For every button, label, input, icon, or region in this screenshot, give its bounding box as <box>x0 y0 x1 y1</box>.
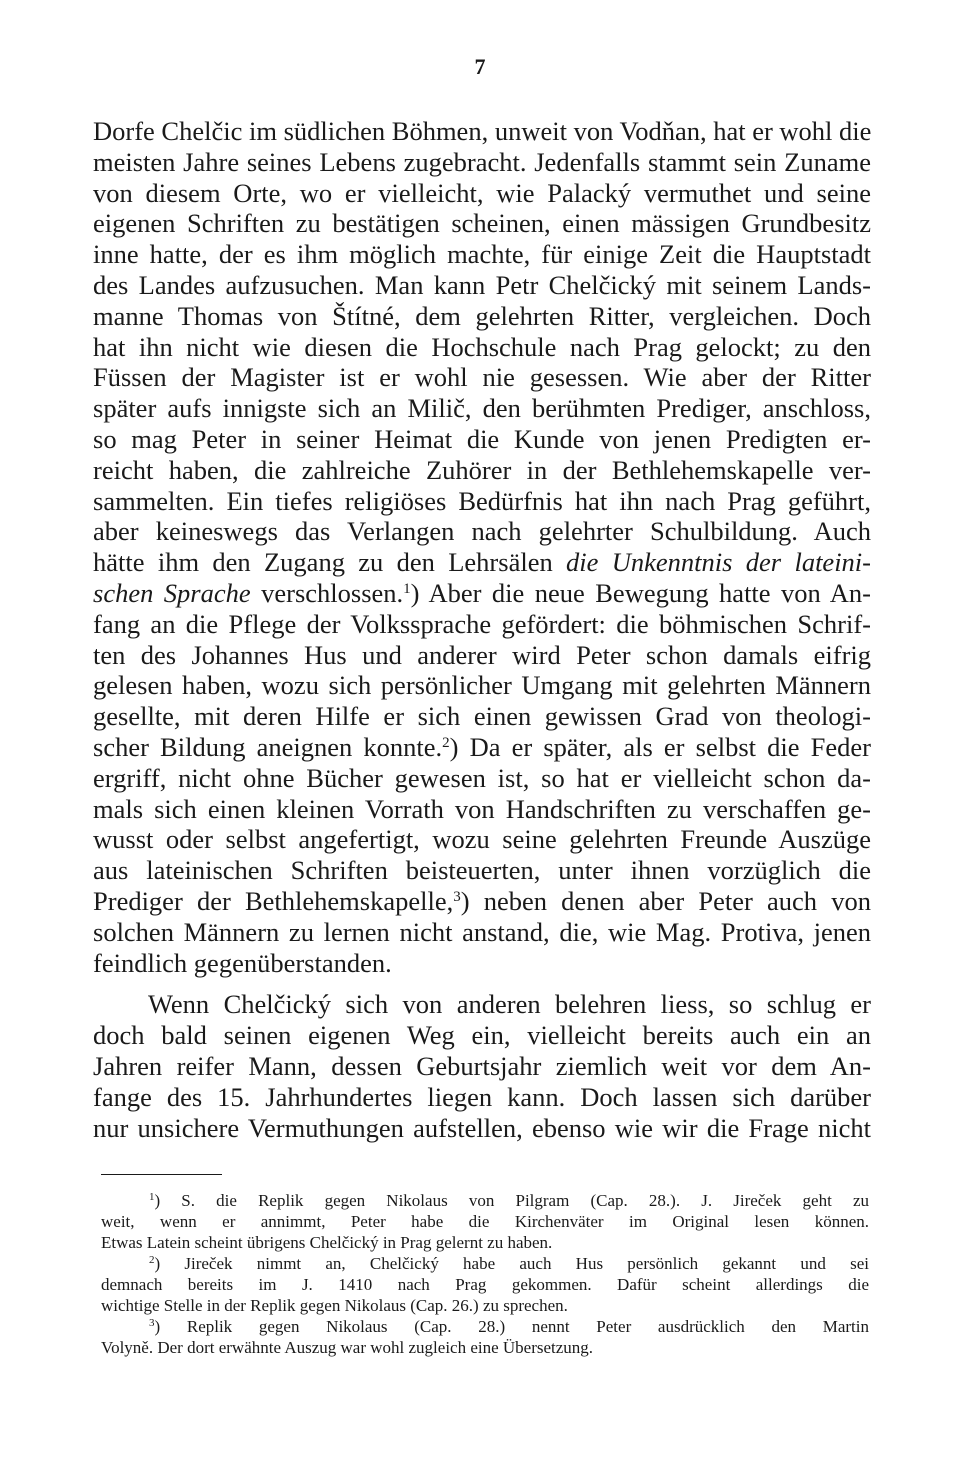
paragraph-1 <box>93 116 871 978</box>
text-line: ten des Johannes Hus und anderer wird Peter schon damals eifrig <box>93 639 871 670</box>
footnote-line <box>101 1316 869 1337</box>
footnote-line: demnach bereits im J. 1410 nach Prag gekommen. Dafür scheint allerdings die <box>101 1275 869 1294</box>
text-line: reicht haben, die zahlreiche Zuhörer in der Bethlehemskapelle ver- <box>93 454 871 485</box>
text-line: später aufs innigste sich an Milič, den berühmten Prediger, anschloss, <box>93 393 871 424</box>
text-line: aus lateinischen Schriften beisteuerten, unter ihnen vorzüglich die <box>93 855 871 886</box>
text-line: ergriff, nicht ohne Bücher gewesen ist, so hat er vielleicht schon da- <box>93 762 871 793</box>
text-line: solchen Männern zu lernen nicht anstand, die, wie Mag. Protiva, jenen <box>93 916 871 947</box>
footnote-line <box>101 1253 869 1274</box>
footnote-reference-1: 1 <box>403 580 411 597</box>
text-line <box>93 547 871 578</box>
text-line: hat ihn nicht wie diesen die Hochschule nach Prag gelockt; zu den <box>93 331 871 362</box>
text-line: so mag Peter in seiner Heimat die Kunde von jenen Predigten er- <box>93 423 871 454</box>
footnote-marker: 3 <box>149 1317 155 1329</box>
text-segment: scher Bildung aneignen konnte. <box>93 731 443 762</box>
text-segment: Prediger der Bethlehemskapelle, <box>93 885 454 916</box>
text-line: eigenen Schriften zu bestätigen scheinen, einen mässigen Grundbesitz <box>93 208 871 239</box>
text-line: sammelten. Ein tiefes religiöses Bedürfnis hat ihn nach Prag geführt, <box>93 485 871 516</box>
footnote-line: Volyně. Der dort erwähnte Auszug war wohl zugleich eine Übersetzung. <box>101 1338 594 1357</box>
footnote-line <box>101 1190 869 1211</box>
italic-phrase: die Unkenntnis der lateini- <box>566 547 871 578</box>
text-line: gesellte, mit deren Hilfe er sich einen gewissen Grad von theologi- <box>93 701 871 732</box>
footnote-line: Etwas Latein scheint übrigens Chelčický in Prag gelernt zu haben. <box>101 1233 553 1252</box>
text-segment: ) Da er später, als er selbst die Feder <box>449 731 872 762</box>
text-segment: ) Replik gegen Nikolaus (Cap. 28.) nennt Peter ausdrücklich den Martin <box>154 1317 869 1336</box>
text-segment: ) Jireček nimmt an, Chelčický habe auch Hus persönlich gekannt und sei <box>154 1254 869 1273</box>
text-segment: ) neben denen aber Peter auch von <box>460 885 871 916</box>
text-line: doch bald seinen eigenen Weg ein, vielleicht bereits auch ein an <box>93 1020 871 1051</box>
text-segment: ) S. die Replik gegen Nikolaus von Pilgram (Cap. 28.). J. Jireček geht zu <box>154 1191 869 1210</box>
italic-phrase: schen Sprache <box>93 577 251 608</box>
text-line: inne hatte, der es ihm möglich machte, für einige Zeit die Hauptstadt <box>93 239 871 270</box>
text-line: fange des 15. Jahrhundertes liegen kann. Doch lassen sich darüber <box>93 1081 871 1112</box>
footnote-2 <box>101 1253 869 1316</box>
text-segment: verschlossen. <box>250 577 404 608</box>
text-line: mals sich einen kleinen Vorrath von Handschriften zu verschaffen ge- <box>93 793 871 824</box>
page-number: 7 <box>474 54 486 79</box>
footnote-divider <box>101 1174 222 1175</box>
footnote-reference-3: 3 <box>453 888 461 905</box>
paragraph-2 <box>93 989 871 1143</box>
text-segment: ) Aber die neue Bewegung hatte von An- <box>410 577 871 608</box>
text-line: meisten Jahre seines Lebens zugebracht. Jedenfalls stammt sein Zuname <box>93 146 871 177</box>
text-line: Jahren reifer Mann, dessen Geburtsjahr ziemlich weit vor dem An- <box>93 1050 871 1081</box>
footnotes <box>101 1190 869 1358</box>
text-line: nur unsichere Vermuthungen aufstellen, ebenso wie wir die Frage nicht <box>93 1112 871 1143</box>
text-line <box>93 578 871 609</box>
text-line: feindlich gegenüberstanden. <box>93 947 392 978</box>
footnote-3 <box>101 1316 869 1358</box>
footnote-line: wichtige Stelle in der Replik gegen Nikolaus (Cap. 26.) zu sprechen. <box>101 1296 568 1315</box>
text-line <box>93 732 871 763</box>
text-line: fang an die Pflege der Volkssprache gefördert: die böhmischen Schrif- <box>93 608 871 639</box>
footnote-line: weit, wenn er annimmt, Peter habe die Kirchenväter im Original lesen können. <box>101 1212 869 1231</box>
text-segment: hätte ihm den Zugang zu den Lehrsälen <box>93 547 567 578</box>
text-line: gelesen haben, wozu sich persönlicher Umgang mit gelehrten Männern <box>93 670 871 701</box>
body-text <box>93 116 871 1143</box>
text-line: Füssen der Magister ist er wohl nie gesessen. Wie aber der Ritter <box>93 362 871 393</box>
footnote-reference-2: 2 <box>442 734 450 751</box>
text-line: aber keineswegs das Verlangen nach gelehrter Schulbildung. Auch <box>93 516 871 547</box>
text-line: manne Thomas von Štítné, dem gelehrten Ritter, vergleichen. Doch <box>93 300 871 331</box>
text-line: wusst oder selbst angefertigt, wozu seine gelehrten Freunde Auszüge <box>93 824 871 855</box>
footnote-marker: 2 <box>149 1254 155 1266</box>
text-line: von diesem Orte, wo er vielleicht, wie Palacký vermuthet und seine <box>93 177 871 208</box>
footnote-marker: 1 <box>149 1191 155 1203</box>
text-line: des Landes aufzusuchen. Man kann Petr Chelčický mit seinem Lands- <box>93 269 871 300</box>
text-line: Wenn Chelčický sich von anderen belehren liess, so schlug er <box>148 989 871 1020</box>
text-line <box>93 886 871 917</box>
footnote-1 <box>101 1190 869 1253</box>
text-line: Dorfe Chelčic im südlichen Böhmen, unweit von Vodňan, hat er wohl die <box>93 116 872 146</box>
